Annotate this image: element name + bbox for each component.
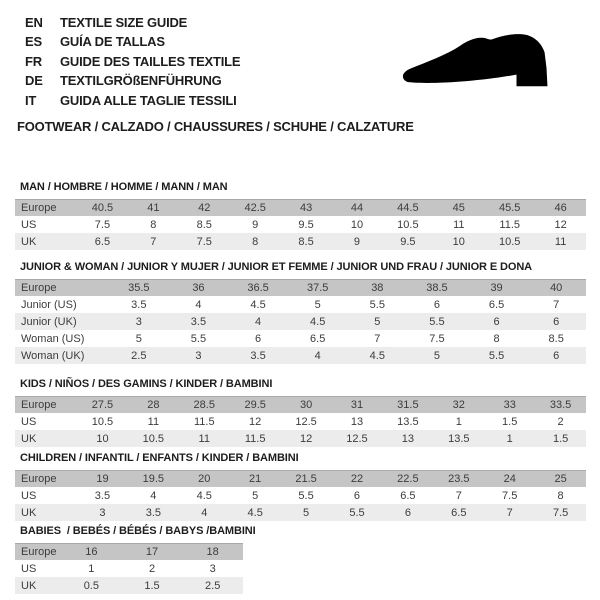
table-row bbox=[15, 413, 586, 430]
size-value: 8.5 bbox=[196, 218, 212, 231]
size-value: 8 bbox=[493, 332, 500, 345]
size-tables bbox=[15, 181, 586, 594]
size-value: 0.5 bbox=[83, 579, 99, 592]
size-value: 6.5 bbox=[488, 298, 505, 311]
row-label: Woman (UK) bbox=[21, 349, 85, 362]
size-value: 1.5 bbox=[144, 579, 160, 592]
size-value: 41 bbox=[147, 201, 160, 214]
size-value: 38 bbox=[371, 281, 384, 294]
size-value: 42 bbox=[198, 201, 211, 214]
table-row bbox=[15, 216, 586, 233]
size-value: 12 bbox=[249, 415, 262, 428]
size-value: 5.5 bbox=[349, 506, 365, 519]
size-value: 13.5 bbox=[448, 432, 470, 445]
size-value: 25 bbox=[554, 472, 567, 485]
table-row bbox=[15, 330, 586, 347]
table-row bbox=[15, 313, 586, 330]
size-value: 19 bbox=[96, 472, 109, 485]
size-value: 28.5 bbox=[193, 398, 215, 411]
size-value: 19.5 bbox=[142, 472, 165, 485]
size-value: 21.5 bbox=[295, 472, 317, 485]
size-value: 2.5 bbox=[205, 579, 221, 592]
section-man bbox=[15, 181, 586, 250]
size-value: 17 bbox=[145, 545, 159, 558]
row-label: UK bbox=[21, 506, 37, 519]
row-label: Europe bbox=[21, 545, 57, 558]
size-value: 3.5 bbox=[145, 506, 161, 519]
size-value: 6 bbox=[404, 506, 411, 519]
size-value: 36 bbox=[192, 281, 205, 294]
size-value: 29.5 bbox=[244, 398, 266, 411]
size-value: 4.5 bbox=[196, 489, 212, 502]
size-value: 1.5 bbox=[502, 415, 518, 428]
size-value: 4 bbox=[255, 315, 262, 328]
size-value: 7 bbox=[150, 235, 157, 248]
table-header-row bbox=[15, 543, 243, 560]
row-label: Junior (UK) bbox=[21, 315, 77, 328]
size-value: 8.5 bbox=[548, 332, 564, 345]
row-label: Europe bbox=[21, 472, 57, 485]
size-value: 12.5 bbox=[346, 432, 368, 445]
size-value: 6 bbox=[553, 315, 560, 328]
table-header-row bbox=[15, 470, 586, 487]
size-value: 36.5 bbox=[247, 281, 269, 294]
size-value: 11.5 bbox=[499, 218, 520, 231]
size-value: 4 bbox=[314, 349, 321, 362]
size-value: 40.5 bbox=[91, 201, 114, 214]
size-value: 10 bbox=[350, 218, 364, 231]
size-value: 5.5 bbox=[488, 349, 505, 362]
size-value: 4.5 bbox=[250, 298, 266, 311]
table-row bbox=[15, 560, 243, 577]
size-table-man bbox=[15, 199, 586, 250]
size-value: 7 bbox=[374, 332, 381, 345]
size-value: 3 bbox=[135, 315, 142, 328]
row-label: US bbox=[21, 415, 37, 428]
size-value: 13.5 bbox=[397, 415, 419, 428]
size-value: 10 bbox=[452, 235, 465, 248]
size-value: 6.5 bbox=[310, 332, 326, 345]
size-value: 2 bbox=[148, 562, 156, 575]
size-value: 11 bbox=[198, 432, 210, 445]
category-line: FOOTWEAR / CALZADO / CHAUSSURES / SCHUHE / CALZATURE bbox=[17, 119, 414, 135]
section-babies bbox=[15, 525, 586, 594]
row-label: US bbox=[21, 489, 37, 502]
row-label: Junior (US) bbox=[21, 298, 77, 311]
size-value: 27.5 bbox=[91, 398, 114, 411]
table-row bbox=[15, 233, 586, 250]
table-row bbox=[15, 504, 586, 521]
size-value: 3.5 bbox=[94, 489, 111, 502]
language-row bbox=[25, 91, 600, 110]
language-row bbox=[25, 13, 600, 32]
size-value: 5.5 bbox=[369, 298, 385, 311]
size-value: 8 bbox=[150, 218, 157, 231]
size-value: 7.5 bbox=[429, 332, 445, 345]
size-value: 10.5 bbox=[142, 432, 165, 445]
language-title: TEXTILGRÖßENFÜHRUNG bbox=[60, 73, 222, 89]
size-value: 4 bbox=[150, 489, 157, 502]
size-value: 1.5 bbox=[552, 432, 569, 445]
section-kids bbox=[15, 378, 586, 447]
row-label: UK bbox=[21, 432, 37, 445]
size-value: 5 bbox=[433, 349, 440, 362]
size-value: 18 bbox=[206, 545, 219, 558]
size-value: 4 bbox=[201, 506, 208, 519]
row-label: US bbox=[21, 218, 37, 231]
size-value: 7 bbox=[553, 298, 560, 311]
size-value: 33 bbox=[503, 398, 516, 411]
size-value: 2.5 bbox=[131, 349, 147, 362]
language-title: TEXTILE SIZE GUIDE bbox=[60, 15, 188, 30]
size-value: 23.5 bbox=[448, 472, 470, 485]
size-value: 9.5 bbox=[400, 235, 416, 248]
language-code: DE bbox=[25, 73, 43, 89]
size-value: 6.5 bbox=[400, 489, 416, 502]
table-row bbox=[15, 347, 586, 364]
size-value: 13 bbox=[401, 432, 415, 445]
size-value: 4.5 bbox=[369, 349, 385, 362]
size-value: 12 bbox=[554, 218, 567, 231]
size-value: 6.5 bbox=[451, 506, 467, 519]
size-value: 2 bbox=[557, 415, 564, 428]
size-value: 33.5 bbox=[549, 398, 572, 411]
table-row bbox=[15, 487, 586, 504]
size-value: 4.5 bbox=[310, 315, 326, 328]
size-value: 6 bbox=[353, 489, 361, 502]
section-children bbox=[15, 452, 586, 521]
size-value: 43 bbox=[299, 201, 313, 214]
size-value: 37.5 bbox=[306, 281, 329, 294]
size-value: 9 bbox=[353, 235, 361, 248]
size-value: 5.5 bbox=[429, 315, 445, 328]
size-value: 5.5 bbox=[190, 332, 207, 345]
size-value: 11 bbox=[453, 218, 465, 231]
size-value: 10 bbox=[96, 432, 109, 445]
size-value: 11.5 bbox=[244, 432, 266, 445]
size-value: 7 bbox=[455, 489, 462, 502]
language-title: GUÍA DE TALLAS bbox=[60, 34, 165, 50]
size-value: 6 bbox=[553, 349, 560, 362]
size-table-kids bbox=[15, 396, 586, 447]
size-value: 30 bbox=[299, 398, 313, 411]
size-value: 44 bbox=[350, 201, 364, 214]
size-value: 3.5 bbox=[131, 298, 147, 311]
row-label: Europe bbox=[21, 398, 57, 411]
size-value: 35.5 bbox=[128, 281, 150, 294]
size-value: 5 bbox=[314, 298, 321, 311]
size-value: 45.5 bbox=[498, 201, 521, 214]
size-value: 22.5 bbox=[397, 472, 419, 485]
size-value: 1 bbox=[455, 415, 462, 428]
row-label: Europe bbox=[21, 201, 57, 214]
table-title: KIDS / NIÑOS / DES GAMINS / KINDER / BAMBINI bbox=[20, 378, 273, 391]
size-value: 11 bbox=[554, 235, 567, 248]
size-value: 7.5 bbox=[94, 218, 111, 231]
size-value: 3 bbox=[99, 506, 106, 519]
table-row bbox=[15, 430, 586, 447]
shoe-icon bbox=[399, 33, 574, 93]
size-value: 5 bbox=[303, 506, 310, 519]
size-value: 12.5 bbox=[295, 415, 317, 428]
size-value: 24 bbox=[503, 472, 516, 485]
size-value: 7.5 bbox=[552, 506, 569, 519]
size-value: 21 bbox=[249, 472, 262, 485]
size-value: 1 bbox=[88, 562, 95, 575]
size-value: 31 bbox=[350, 398, 364, 411]
table-title: CHILDREN / INFANTIL / ENFANTS / KINDER / BAMBINI bbox=[20, 452, 299, 465]
size-value: 32 bbox=[452, 398, 465, 411]
size-value: 7.5 bbox=[196, 235, 212, 248]
size-value: 5 bbox=[135, 332, 142, 345]
size-value: 13 bbox=[350, 415, 364, 428]
size-value: 7.5 bbox=[502, 489, 518, 502]
size-value: 20 bbox=[198, 472, 211, 485]
size-value: 28 bbox=[147, 398, 160, 411]
size-value: 1 bbox=[506, 432, 513, 445]
size-value: 42.5 bbox=[244, 201, 266, 214]
row-label: UK bbox=[21, 235, 37, 248]
size-value: 8 bbox=[252, 235, 259, 248]
table-title: JUNIOR & WOMAN / JUNIOR Y MUJER / JUNIOR ET FEMME / JUNIOR UND FRAU / JUNIOR E DONA bbox=[20, 261, 533, 274]
table-title: BABIES / BEBÉS / BÉBÉS / BABYS /BAMBINI bbox=[20, 525, 256, 538]
row-label: Woman (US) bbox=[21, 332, 85, 345]
size-value: 11 bbox=[147, 415, 160, 428]
table-title: MAN / HOMBRE / HOMME / MANN / MAN bbox=[20, 181, 228, 194]
language-title: GUIDA ALLE TAGLIE TESSILI bbox=[60, 92, 237, 108]
size-value: 31.5 bbox=[397, 398, 419, 411]
size-value: 3.5 bbox=[250, 349, 266, 362]
row-label: UK bbox=[21, 579, 37, 592]
table-row bbox=[15, 577, 243, 594]
size-value: 7 bbox=[506, 506, 513, 519]
size-value: 5 bbox=[374, 315, 381, 328]
size-value: 40 bbox=[550, 281, 563, 294]
size-value: 39 bbox=[490, 281, 503, 294]
size-value: 6 bbox=[433, 298, 440, 311]
row-label: US bbox=[21, 562, 37, 575]
size-value: 44.5 bbox=[397, 201, 419, 214]
size-value: 22 bbox=[350, 472, 364, 485]
size-value: 6 bbox=[255, 332, 262, 345]
size-value: 11.5 bbox=[193, 415, 215, 428]
size-value: 5 bbox=[252, 489, 259, 502]
size-value: 45 bbox=[452, 201, 465, 214]
size-value: 4.5 bbox=[247, 506, 263, 519]
size-value: 16 bbox=[85, 545, 98, 558]
language-code: ES bbox=[25, 34, 42, 50]
language-title: GUIDE DES TAILLES TEXTILE bbox=[60, 53, 241, 69]
size-value: 38.5 bbox=[426, 281, 448, 294]
size-value: 10.5 bbox=[498, 235, 521, 248]
table-header-row bbox=[15, 199, 586, 216]
size-value: 6.5 bbox=[94, 235, 111, 248]
size-value: 9.5 bbox=[298, 218, 314, 231]
size-value: 8 bbox=[557, 489, 564, 502]
size-value: 6 bbox=[493, 315, 500, 328]
size-value: 46 bbox=[554, 201, 567, 214]
size-value: 5.5 bbox=[298, 489, 314, 502]
language-code: IT bbox=[25, 92, 37, 108]
table-row bbox=[15, 296, 586, 313]
size-value: 3.5 bbox=[190, 315, 207, 328]
size-table-babies bbox=[15, 543, 243, 594]
size-table-junior-woman bbox=[15, 279, 586, 364]
table-header-row bbox=[15, 279, 586, 296]
size-value: 4 bbox=[195, 298, 202, 311]
size-value: 3 bbox=[209, 562, 216, 575]
table-header-row bbox=[15, 396, 586, 413]
section-junior-woman bbox=[15, 261, 586, 364]
size-value: 10.5 bbox=[397, 218, 419, 231]
language-code: FR bbox=[25, 53, 42, 69]
size-value: 9 bbox=[252, 218, 259, 231]
size-table-children bbox=[15, 470, 586, 521]
size-value: 10.5 bbox=[91, 415, 114, 428]
row-label: Europe bbox=[21, 281, 57, 294]
size-value: 3 bbox=[195, 349, 202, 362]
size-value: 8.5 bbox=[298, 235, 314, 248]
size-value: 12 bbox=[299, 432, 313, 445]
language-code: EN bbox=[25, 15, 43, 30]
